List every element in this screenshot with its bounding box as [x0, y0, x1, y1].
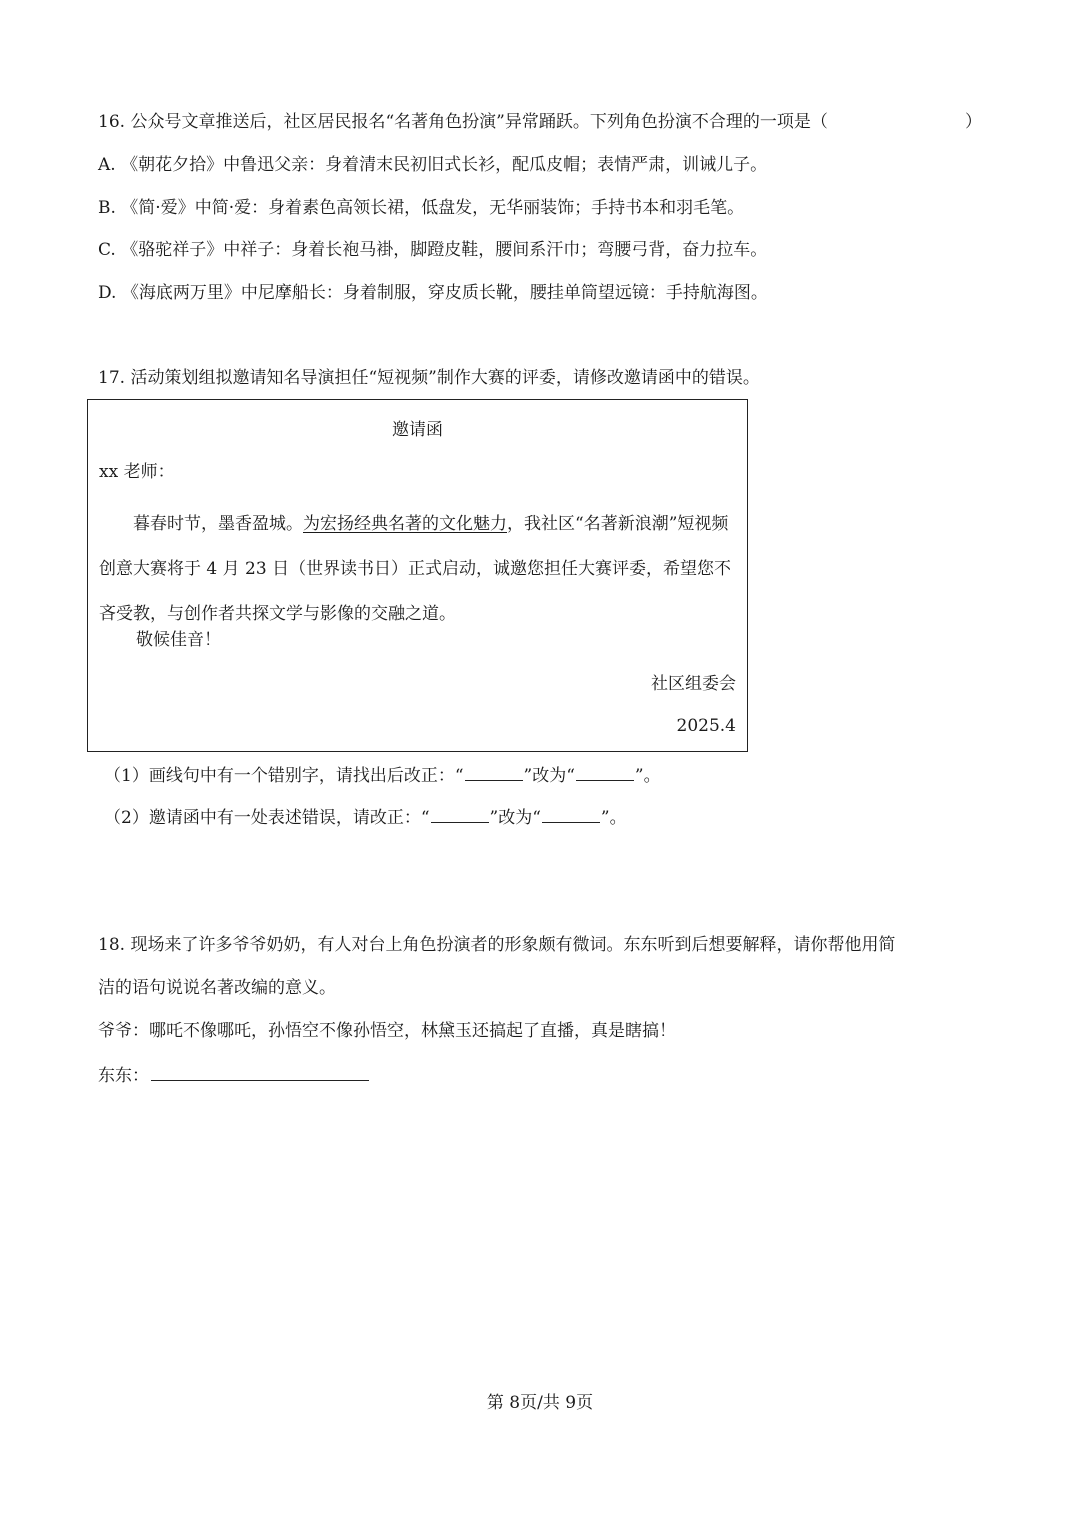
part-1-prompt: （1）画线句中有一个错别字，请找出后改正：“ — [104, 766, 464, 786]
answer-blank-correct-phrase[interactable] — [542, 806, 600, 823]
invitation-letter-box — [87, 399, 748, 752]
question-16-stem — [98, 110, 984, 134]
answer-blank-correct-char[interactable] — [576, 764, 634, 781]
question-17-part-1 — [104, 764, 661, 788]
option-d: D. 《海底两万里》中尼摩船长：身着制服，穿皮质长靴，腰挂单筒望远镜：手持航海图。 — [98, 283, 768, 303]
option-a: A. 《朝花夕拾》中鲁迅父亲：身着清末民初旧式长衫，配瓜皮帽；表情严肃，训诫儿子。 — [98, 155, 768, 175]
answer-paren-close: ） — [965, 112, 982, 132]
part-1-connector: ”改为“ — [523, 766, 575, 786]
grandpa-quote: 爷爷：哪吒不像哪吒，孙悟空不像孙悟空，林黛玉还搞起了直播，真是瞎搞！ — [98, 1021, 676, 1041]
dongdong-label: 东东： — [98, 1066, 149, 1086]
dongdong-answer-blank[interactable] — [151, 1062, 369, 1081]
letter-body-opening: 暮春时节，墨香盈城。 — [133, 514, 303, 534]
letter-title: 邀请函 — [392, 420, 443, 440]
option-c: C. 《骆驼祥子》中祥子：身着长袍马褂，脚蹬皮鞋，腰间系汗巾；弯腰弓背，奋力拉车。 — [98, 240, 768, 260]
letter-closing: 敬候佳音！ — [136, 630, 221, 650]
part-2-prompt: （2）邀请函中有一处表述错误，请改正：“ — [104, 808, 430, 828]
letter-salutation: xx 老师： — [99, 462, 175, 482]
question-17-stem: 17. 活动策划组拟邀请知名导演担任“短视频”制作大赛的评委，请修改邀请函中的错误。 — [98, 368, 760, 388]
underlined-sentence: 为宏扬经典名著的文化魅力 — [303, 514, 507, 534]
page-footer: 第 8页/共 9页 — [486, 1393, 594, 1413]
part-2-connector: ”改为“ — [489, 808, 541, 828]
part-1-end: ”。 — [634, 766, 661, 786]
question-16-text: 16. 公众号文章推送后，社区居民报名“名著角色扮演”异常踊跃。下列角色扮演不合理的一项是（ — [98, 112, 828, 132]
dongdong-answer-line — [98, 1062, 369, 1088]
letter-body-rest: ，我社区“名著新浪潮”短视频创意大赛将于 4 月 23 日（世界读书日）正式启动，诚邀您担任大赛评委，希望您不吝受教，与创作者共探文学与影像的交融之道。 — [99, 514, 732, 624]
letter-date: 2025.4 — [676, 716, 736, 736]
part-2-end: ”。 — [600, 808, 627, 828]
answer-blank-wrong-char[interactable] — [465, 764, 523, 781]
question-18-stem-line2: 洁的语句说说名著改编的意义。 — [98, 978, 336, 998]
option-b: B. 《简·爱》中简·爱：身着素色高领长裙，低盘发，无华丽装饰；手持书本和羽毛笔。 — [98, 198, 745, 218]
question-18-stem-line1: 18. 现场来了许多爷爷奶奶，有人对台上角色扮演者的形象颇有微词。东东听到后想要解释，请你帮他用简 — [98, 935, 896, 955]
letter-signature: 社区组委会 — [651, 674, 736, 694]
letter-body — [99, 502, 739, 637]
question-17-part-2 — [104, 806, 627, 830]
answer-blank-wrong-phrase[interactable] — [431, 806, 489, 823]
